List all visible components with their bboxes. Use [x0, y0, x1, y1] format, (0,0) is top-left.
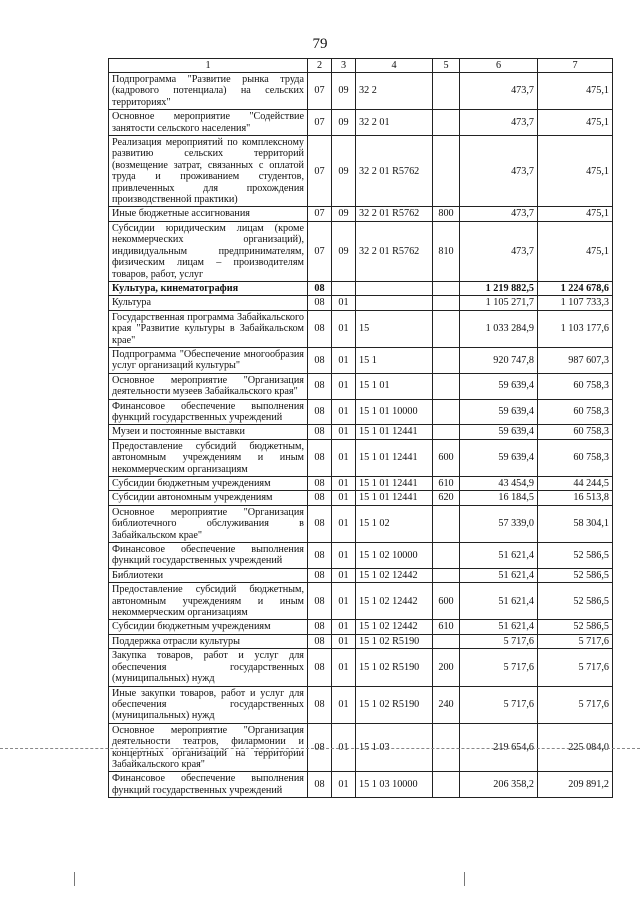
target-article-cell: 15 1 02 12442: [356, 620, 433, 634]
amount-cell: 1 107 733,3: [538, 296, 613, 310]
table-body: [109, 73, 613, 798]
amount-cell: 1 105 271,7: [460, 296, 538, 310]
expense-type-cell: [433, 568, 460, 582]
row-name-cell: Подпрограмма "Развитие рынка труда (кадрового потенциала) на сельских территориях": [109, 73, 308, 110]
amount-cell: 473,7: [460, 136, 538, 207]
amount-cell: 58 304,1: [538, 505, 613, 542]
expense-type-cell: 620: [433, 491, 460, 505]
table-row: [109, 73, 613, 110]
amount-cell: 5 717,6: [460, 634, 538, 648]
amount-cell: 473,7: [460, 221, 538, 281]
target-article-cell: 32 2: [356, 73, 433, 110]
scan-edge-mark: [464, 872, 465, 886]
row-name-cell: Иные закупки товаров, работ и услуг для обеспечения государственных (муниципальных) нужд: [109, 686, 308, 723]
amount-cell: 44 244,5: [538, 477, 613, 491]
expense-type-cell: 240: [433, 686, 460, 723]
target-article-cell: 15 1 02 R5190: [356, 634, 433, 648]
amount-cell: 209 891,2: [538, 772, 613, 798]
expense-type-cell: 600: [433, 583, 460, 620]
row-name-cell: Основное мероприятие "Организация деятельности музеев Забайкальского края": [109, 373, 308, 399]
amount-cell: 43 454,9: [460, 477, 538, 491]
row-name-cell: Библиотеки: [109, 568, 308, 582]
table-row: [109, 634, 613, 648]
amount-cell: 1 219 882,5: [460, 281, 538, 295]
amount-cell: 475,1: [538, 136, 613, 207]
section-code-cell: 08: [308, 568, 332, 582]
scan-fold-line: [0, 748, 640, 749]
row-name-cell: Финансовое обеспечение выполнения функций государственных учреждений: [109, 399, 308, 425]
section-code-cell: 07: [308, 73, 332, 110]
section-code-cell: 08: [308, 620, 332, 634]
table-row: [109, 505, 613, 542]
amount-cell: 475,1: [538, 73, 613, 110]
row-name-cell: Государственная программа Забайкальского края "Развитие культуры в Забайкальском крае": [109, 310, 308, 347]
subsection-code-cell: 09: [332, 136, 356, 207]
table-row: [109, 207, 613, 221]
expense-type-cell: [433, 772, 460, 798]
row-name-cell: Предоставление субсидий бюджетным, автономным учреждениям и иным некоммерческим организациям: [109, 583, 308, 620]
subsection-code-cell: 01: [332, 620, 356, 634]
target-article-cell: 15 1 01 12441: [356, 477, 433, 491]
amount-cell: 16 184,5: [460, 491, 538, 505]
table-row: [109, 399, 613, 425]
amount-cell: 225 084,0: [538, 723, 613, 772]
section-code-cell: 08: [308, 399, 332, 425]
subsection-code-cell: 09: [332, 207, 356, 221]
budget-table: [108, 58, 613, 798]
subsection-code-cell: 09: [332, 221, 356, 281]
expense-type-cell: [433, 296, 460, 310]
amount-cell: 59 639,4: [460, 373, 538, 399]
subsection-code-cell: 01: [332, 723, 356, 772]
amount-cell: 5 717,6: [538, 634, 613, 648]
amount-cell: 52 586,5: [538, 568, 613, 582]
row-name-cell: Музеи и постоянные выставки: [109, 425, 308, 439]
table-row: [109, 491, 613, 505]
target-article-cell: 15 1 03 10000: [356, 772, 433, 798]
amount-cell: 473,7: [460, 207, 538, 221]
row-name-cell: Субсидии бюджетным учреждениям: [109, 477, 308, 491]
subsection-code-cell: 01: [332, 686, 356, 723]
subsection-code-cell: 01: [332, 439, 356, 476]
subsection-code-cell: 01: [332, 634, 356, 648]
section-code-cell: 08: [308, 347, 332, 373]
target-article-cell: 15 1 02 12442: [356, 583, 433, 620]
amount-cell: 59 639,4: [460, 399, 538, 425]
row-name-cell: Культура: [109, 296, 308, 310]
column-header: 6: [460, 59, 538, 73]
amount-cell: 473,7: [460, 110, 538, 136]
amount-cell: 475,1: [538, 207, 613, 221]
target-article-cell: 15 1 02 R5190: [356, 686, 433, 723]
amount-cell: 5 717,6: [538, 686, 613, 723]
section-code-cell: 08: [308, 686, 332, 723]
target-article-cell: 15 1 01: [356, 373, 433, 399]
column-header: 4: [356, 59, 433, 73]
table-row: [109, 310, 613, 347]
expense-type-cell: [433, 425, 460, 439]
subsection-code-cell: 01: [332, 491, 356, 505]
subsection-code-cell: 01: [332, 583, 356, 620]
section-code-cell: 08: [308, 505, 332, 542]
section-code-cell: 08: [308, 491, 332, 505]
expense-type-cell: 600: [433, 439, 460, 476]
subsection-code-cell: 01: [332, 505, 356, 542]
expense-type-cell: 610: [433, 620, 460, 634]
expense-type-cell: [433, 399, 460, 425]
target-article-cell: 32 2 01: [356, 110, 433, 136]
amount-cell: 52 586,5: [538, 620, 613, 634]
table-row: [109, 649, 613, 686]
amount-cell: 59 639,4: [460, 425, 538, 439]
amount-cell: 219 654,6: [460, 723, 538, 772]
table-row: [109, 620, 613, 634]
amount-cell: 60 758,3: [538, 373, 613, 399]
column-header: 5: [433, 59, 460, 73]
column-header: 1: [109, 59, 308, 73]
table-row: [109, 583, 613, 620]
amount-cell: 5 717,6: [460, 686, 538, 723]
row-name-cell: Реализация мероприятий по комплексному развитию сельских территорий (возмещение затрат, связанных с оплатой труда и проживанием студентов, привлеченных для прохождения производственной практики): [109, 136, 308, 207]
section-code-cell: 08: [308, 723, 332, 772]
table-row: [109, 568, 613, 582]
row-name-cell: Основное мероприятие "Организация деятельности театров, филармонии и концертных организаций на территории Забайкальского края": [109, 723, 308, 772]
section-code-cell: 07: [308, 207, 332, 221]
table-row: [109, 439, 613, 476]
subsection-code-cell: 09: [332, 110, 356, 136]
section-code-cell: 08: [308, 477, 332, 491]
subsection-code-cell: [332, 281, 356, 295]
table-row: [109, 136, 613, 207]
expense-type-cell: [433, 110, 460, 136]
amount-cell: 57 339,0: [460, 505, 538, 542]
section-code-cell: 08: [308, 296, 332, 310]
amount-cell: 51 621,4: [460, 583, 538, 620]
section-code-cell: 07: [308, 110, 332, 136]
amount-cell: 51 621,4: [460, 543, 538, 569]
row-name-cell: Субсидии бюджетным учреждениям: [109, 620, 308, 634]
amount-cell: 1 033 284,9: [460, 310, 538, 347]
subsection-code-cell: 01: [332, 568, 356, 582]
amount-cell: 987 607,3: [538, 347, 613, 373]
row-name-cell: Субсидии автономным учреждениям: [109, 491, 308, 505]
subsection-code-cell: 01: [332, 399, 356, 425]
expense-type-cell: 200: [433, 649, 460, 686]
section-code-cell: 07: [308, 136, 332, 207]
section-code-cell: 08: [308, 634, 332, 648]
column-number-row: [109, 59, 613, 73]
expense-type-cell: [433, 281, 460, 295]
amount-cell: 51 621,4: [460, 568, 538, 582]
target-article-cell: 15 1 01 12441: [356, 439, 433, 476]
subsection-code-cell: 01: [332, 296, 356, 310]
amount-cell: 920 747,8: [460, 347, 538, 373]
table-row: [109, 296, 613, 310]
table-row: [109, 477, 613, 491]
amount-cell: 51 621,4: [460, 620, 538, 634]
table-row: [109, 543, 613, 569]
row-name-cell: Культура, кинематография: [109, 281, 308, 295]
column-header: 7: [538, 59, 613, 73]
amount-cell: 16 513,8: [538, 491, 613, 505]
page-number: 79: [312, 36, 328, 52]
amount-cell: 475,1: [538, 110, 613, 136]
expense-type-cell: [433, 373, 460, 399]
subsection-code-cell: 01: [332, 425, 356, 439]
expense-type-cell: 810: [433, 221, 460, 281]
target-article-cell: 32 2 01 R5762: [356, 221, 433, 281]
section-code-cell: 08: [308, 772, 332, 798]
target-article-cell: [356, 281, 433, 295]
row-name-cell: Поддержка отрасли культуры: [109, 634, 308, 648]
table-row: [109, 772, 613, 798]
table-row: [109, 373, 613, 399]
section-code-cell: 08: [308, 373, 332, 399]
table-row: [109, 221, 613, 281]
table-row: [109, 110, 613, 136]
row-name-cell: Финансовое обеспечение выполнения функций государственных учреждений: [109, 543, 308, 569]
table-row: [109, 425, 613, 439]
table-row: [109, 686, 613, 723]
row-name-cell: Основное мероприятие "Организация библиотечного обслуживания в Забайкальском крае": [109, 505, 308, 542]
expense-type-cell: [433, 543, 460, 569]
row-name-cell: Подпрограмма "Обеспечение многообразия услуг организаций культуры": [109, 347, 308, 373]
row-name-cell: Иные бюджетные ассигнования: [109, 207, 308, 221]
subsection-code-cell: 01: [332, 772, 356, 798]
expense-type-cell: [433, 505, 460, 542]
amount-cell: 60 758,3: [538, 425, 613, 439]
target-article-cell: [356, 296, 433, 310]
subsection-code-cell: 01: [332, 310, 356, 347]
section-code-cell: 08: [308, 310, 332, 347]
amount-cell: 52 586,5: [538, 543, 613, 569]
target-article-cell: 32 2 01 R5762: [356, 136, 433, 207]
column-header: 3: [332, 59, 356, 73]
section-code-cell: 08: [308, 425, 332, 439]
amount-cell: 52 586,5: [538, 583, 613, 620]
row-name-cell: Предоставление субсидий бюджетным, автономным учреждениям и иным некоммерческим организациям: [109, 439, 308, 476]
section-code-cell: 08: [308, 281, 332, 295]
expense-type-cell: 800: [433, 207, 460, 221]
subsection-code-cell: 01: [332, 477, 356, 491]
amount-cell: 5 717,6: [538, 649, 613, 686]
amount-cell: 59 639,4: [460, 439, 538, 476]
target-article-cell: 15 1 02 12442: [356, 568, 433, 582]
section-code-cell: 07: [308, 221, 332, 281]
section-code-cell: 08: [308, 649, 332, 686]
target-article-cell: 15 1: [356, 347, 433, 373]
expense-type-cell: [433, 136, 460, 207]
expense-type-cell: [433, 73, 460, 110]
amount-cell: 1 224 678,6: [538, 281, 613, 295]
subsection-code-cell: 01: [332, 649, 356, 686]
target-article-cell: 15 1 02: [356, 505, 433, 542]
subsection-code-cell: 01: [332, 347, 356, 373]
table-row: [109, 281, 613, 295]
amount-cell: 206 358,2: [460, 772, 538, 798]
target-article-cell: 15 1 02 10000: [356, 543, 433, 569]
target-article-cell: 32 2 01 R5762: [356, 207, 433, 221]
column-header: 2: [308, 59, 332, 73]
table-row: [109, 347, 613, 373]
expense-type-cell: [433, 634, 460, 648]
scan-edge-mark: [74, 872, 75, 886]
amount-cell: 1 103 177,6: [538, 310, 613, 347]
target-article-cell: 15 1 02 R5190: [356, 649, 433, 686]
row-name-cell: Субсидии юридическим лицам (кроме некоммерческих организаций), индивидуальным предпринимателям, физическим лицам – производителям товаров, работ, услуг: [109, 221, 308, 281]
amount-cell: 60 758,3: [538, 399, 613, 425]
amount-cell: 5 717,6: [460, 649, 538, 686]
section-code-cell: 08: [308, 583, 332, 620]
subsection-code-cell: 01: [332, 373, 356, 399]
target-article-cell: 15: [356, 310, 433, 347]
target-article-cell: 15 1 01 10000: [356, 399, 433, 425]
amount-cell: 60 758,3: [538, 439, 613, 476]
section-code-cell: 08: [308, 439, 332, 476]
row-name-cell: Финансовое обеспечение выполнения функций государственных учреждений: [109, 772, 308, 798]
expense-type-cell: 610: [433, 477, 460, 491]
row-name-cell: Основное мероприятие "Содействие занятости сельского населения": [109, 110, 308, 136]
subsection-code-cell: 09: [332, 73, 356, 110]
amount-cell: 475,1: [538, 221, 613, 281]
expense-type-cell: [433, 347, 460, 373]
target-article-cell: 15 1 03: [356, 723, 433, 772]
amount-cell: 473,7: [460, 73, 538, 110]
expense-type-cell: [433, 310, 460, 347]
target-article-cell: 15 1 01 12441: [356, 491, 433, 505]
section-code-cell: 08: [308, 543, 332, 569]
target-article-cell: 15 1 01 12441: [356, 425, 433, 439]
subsection-code-cell: 01: [332, 543, 356, 569]
row-name-cell: Закупка товаров, работ и услуг для обеспечения государственных (муниципальных) нужд: [109, 649, 308, 686]
